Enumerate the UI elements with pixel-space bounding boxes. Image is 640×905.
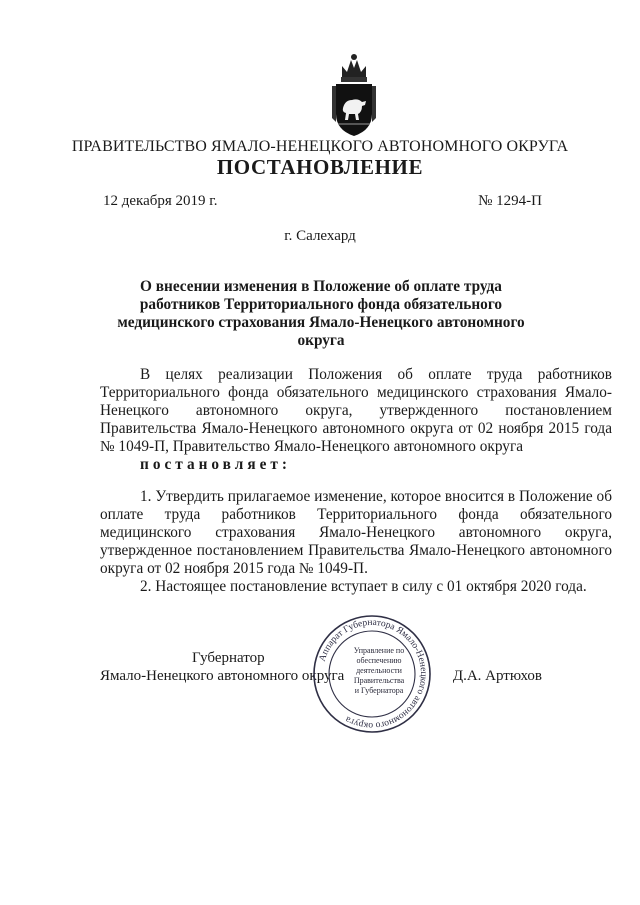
seal-line-4: Правительства bbox=[353, 676, 405, 685]
preamble-paragraph bbox=[100, 366, 612, 474]
signatory-name: Д.А. Артюхов bbox=[452, 668, 542, 684]
seal-ring-text: Аппарат Губернатора Ямало-Ненецкого автономного округа bbox=[317, 617, 429, 731]
signatory-position-line2: Ямало-Ненецкого автономного округа bbox=[100, 668, 345, 684]
coat-of-arms-icon bbox=[328, 52, 380, 138]
clause-1: 1. Утвердить прилагаемое изменение, которое вносится в Положение об оплате труда работников Территориального фонда обязательного медицинского страхования Ямало-Ненецкого автономного округа, утвержденное постановлением Правительства Ямало-Ненецкого автономного округа от 02 ноября 2015 года № 1049-П. bbox=[100, 488, 612, 577]
preamble-text: В целях реализации Положения об оплате труда работников Территориального фонда обязательного медицинского страхования Ямало-Ненецкого автономного округа, утвержденного постановлением Правительства Ямало-Ненецкого автономного округа от 02 ноября 2015 года № 1049-П, Правительство Ямало-Ненецкого автономного округа bbox=[100, 366, 612, 455]
document-city: г. Салехард bbox=[284, 228, 356, 244]
document-number: № 1294-П bbox=[478, 193, 542, 209]
clause-2: 2. Настоящее постановление вступает в силу с 01 октября 2020 года. bbox=[140, 578, 587, 595]
seal-inner-text bbox=[348, 646, 410, 696]
seal-line-1: Управление по bbox=[353, 646, 405, 655]
seal-line-2: обеспечению bbox=[356, 656, 402, 665]
document-type: ПОСТАНОВЛЕНИЕ bbox=[216, 155, 424, 179]
organization-name: ПРАВИТЕЛЬСТВО ЯМАЛО-НЕНЕЦКОГО АВТОНОМНОГО ОКРУГА bbox=[71, 138, 569, 155]
seal-line-5: и Губернатора bbox=[354, 686, 404, 695]
document-title: О внесении изменения в Положение об оплате труда работников Территориального фонда обязательного медицинского страхования Ямало-Ненецкого автономного округа bbox=[117, 278, 525, 349]
signatory-position-line1: Губернатор bbox=[192, 650, 265, 666]
decrees-word: постановляет: bbox=[140, 456, 291, 473]
document-date: 12 декабря 2019 г. bbox=[103, 193, 218, 209]
seal-line-3: деятельности bbox=[356, 666, 402, 675]
